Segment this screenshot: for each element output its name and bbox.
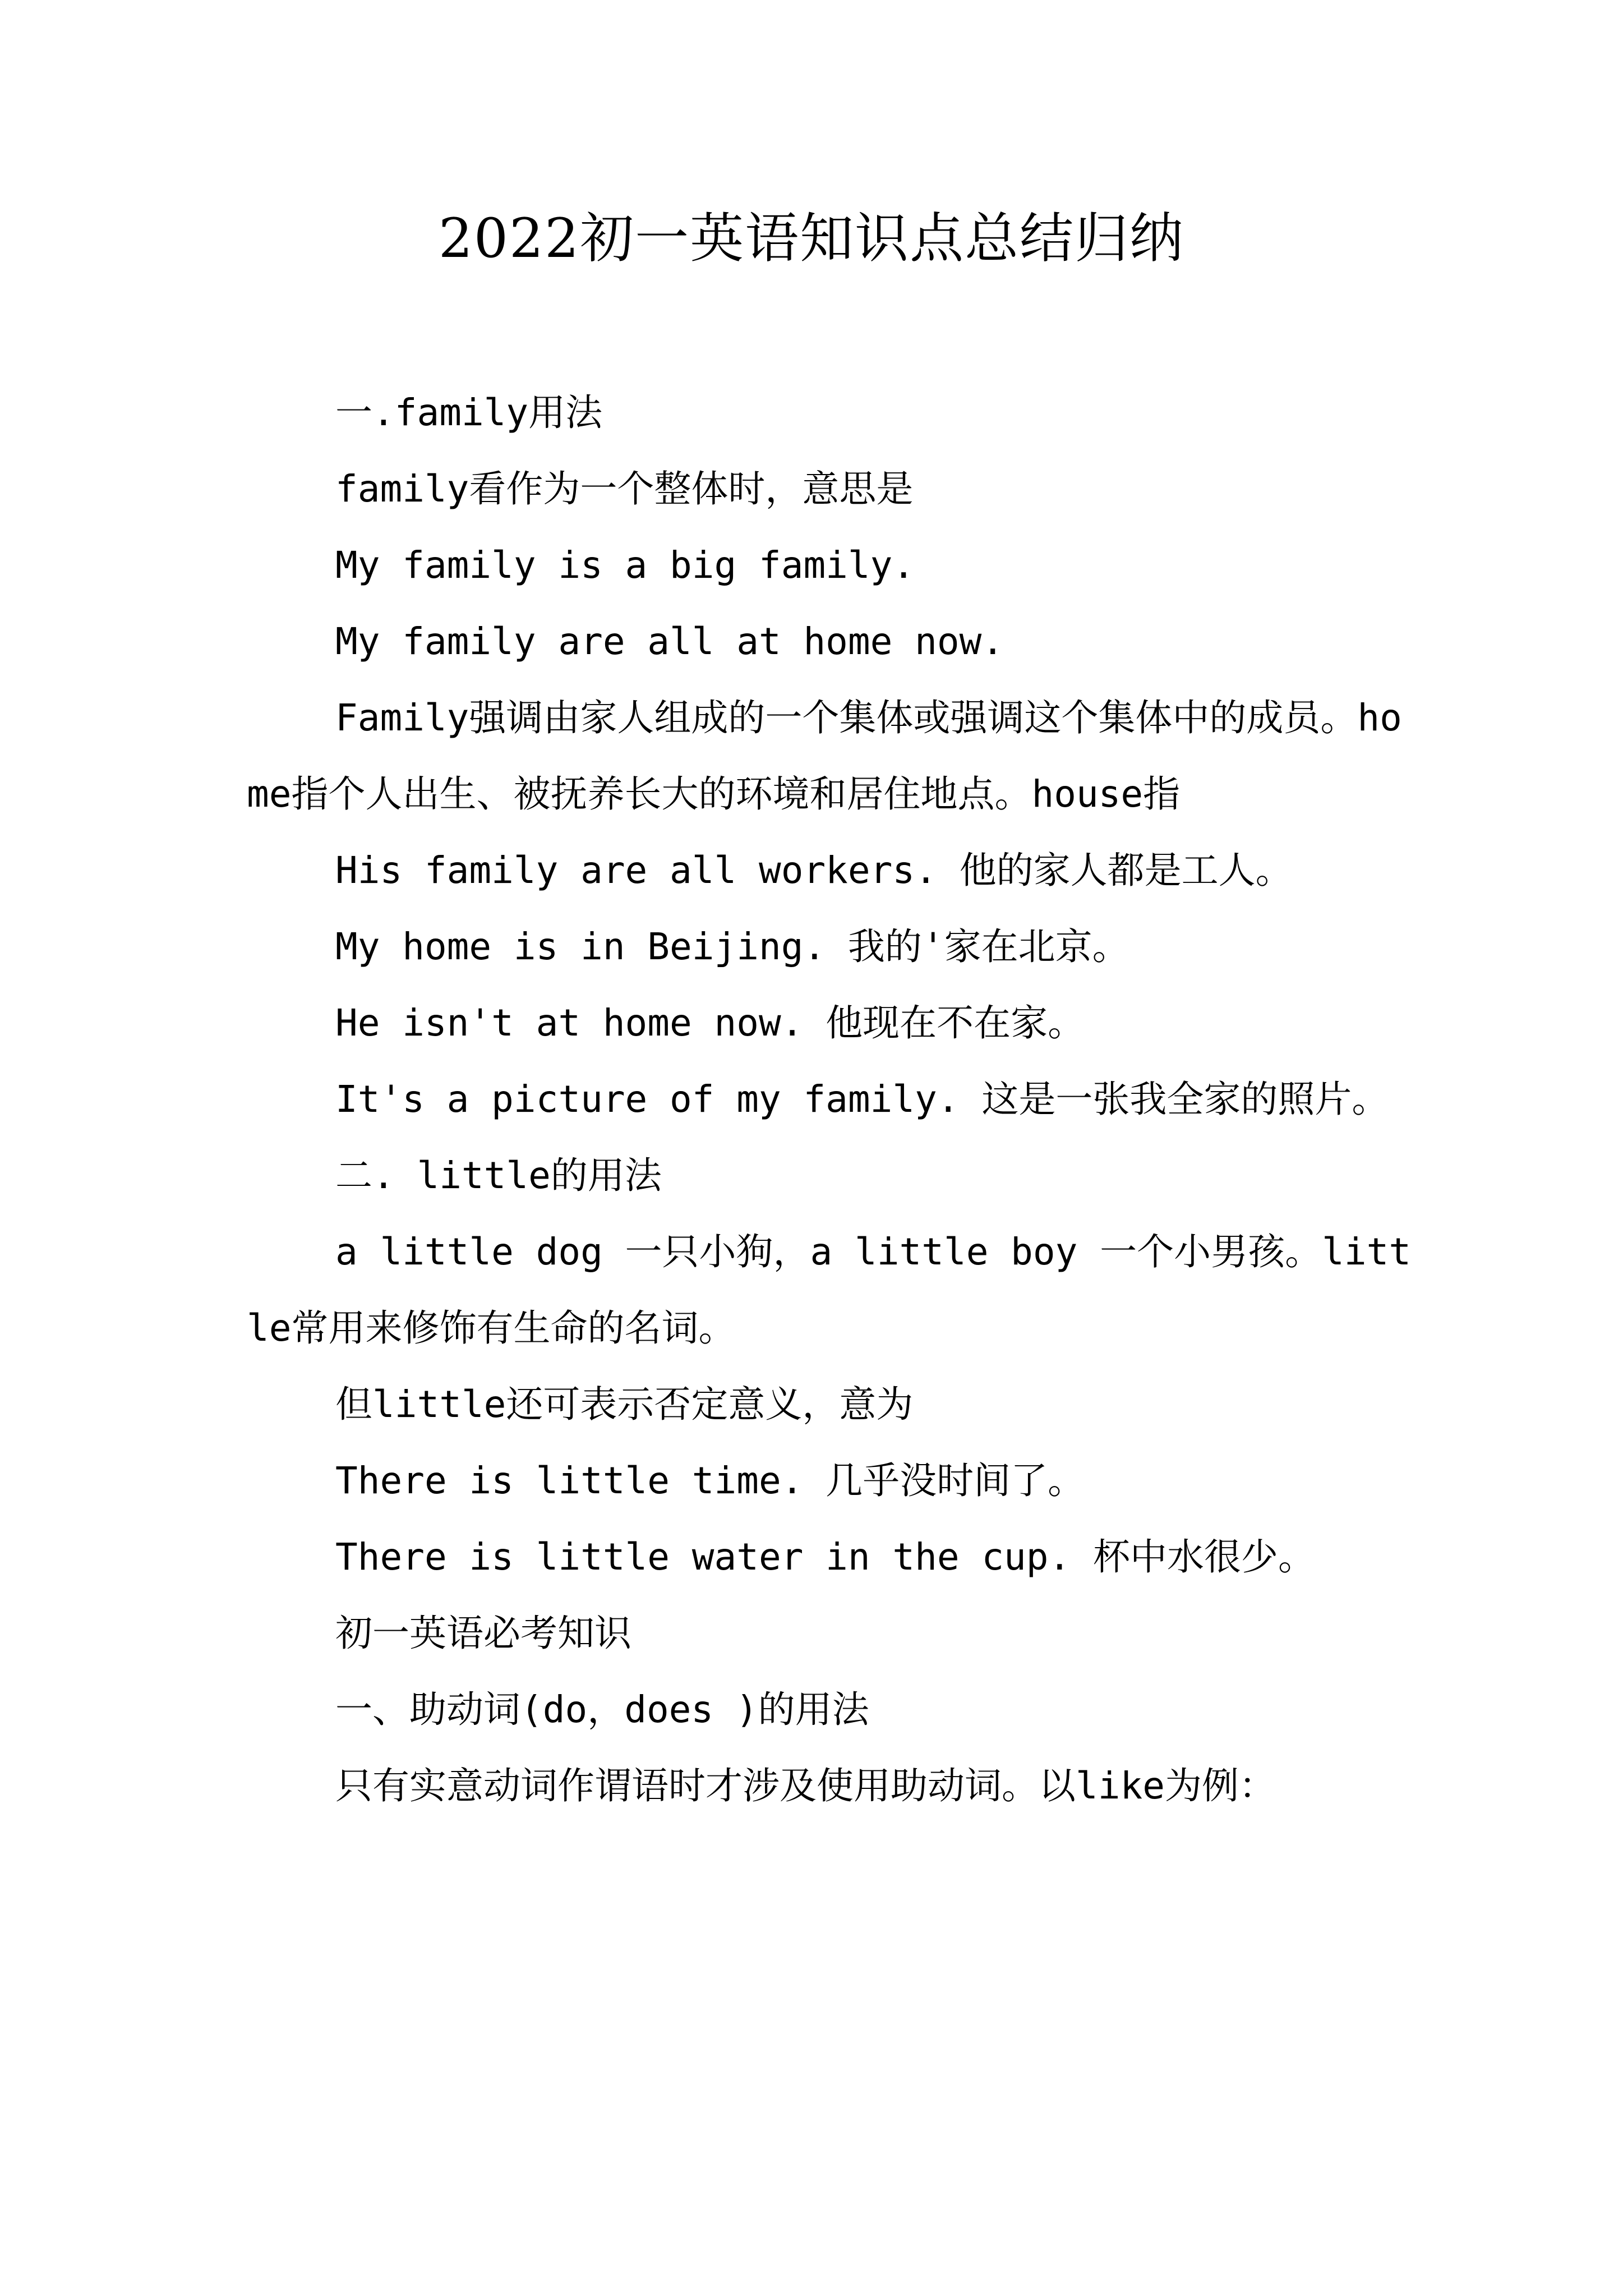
section-heading-family: 一.family用法 [335, 391, 603, 434]
example-sentence: He isn't at home now. 他现在不在家。 [335, 1001, 1085, 1045]
section-heading-little: 二. little的用法 [335, 1154, 662, 1197]
paragraph: 只有实意动词作谓语时才涉及使用助动词。以like为例： [335, 1764, 1276, 1807]
document-body [247, 375, 1413, 1824]
paragraph: family看作为一个整体时，意思是 [335, 467, 914, 510]
example-sentence: There is little time. 几乎没时间了。 [335, 1459, 1085, 1502]
paragraph: 但little还可表示否定意义，意为 [335, 1383, 914, 1426]
section-heading-auxiliary: 一、助动词(do，does )的用法 [335, 1688, 869, 1731]
page-title: 2022初一英语知识点总结归纳 [438, 207, 1185, 270]
example-sentence: His family are all workers. 他的家人都是工人。 [335, 849, 1293, 892]
example-sentence: It's a picture of my family. 这是一张我全家的照片。 [335, 1078, 1389, 1121]
paragraph: a little dog 一只小狗，a little boy 一个小男孩。little常用来修饰有生命的名词。 [247, 1230, 1412, 1350]
paragraph: Family强调由家人组成的一个集体或强调这个集体中的成员。home指个人出生、被抚养长大的环境和居住地点。house指 [247, 696, 1402, 816]
example-sentence: My family are all at home now. [335, 620, 1004, 663]
section-heading-exam: 初一英语必考知识 [335, 1612, 631, 1655]
example-sentence: My family is a big family. [335, 544, 915, 587]
example-sentence: My home is in Beijing. 我的'家在北京。 [335, 925, 1129, 968]
example-sentence: There is little water in the cup. 杯中水很少。 [335, 1535, 1316, 1579]
